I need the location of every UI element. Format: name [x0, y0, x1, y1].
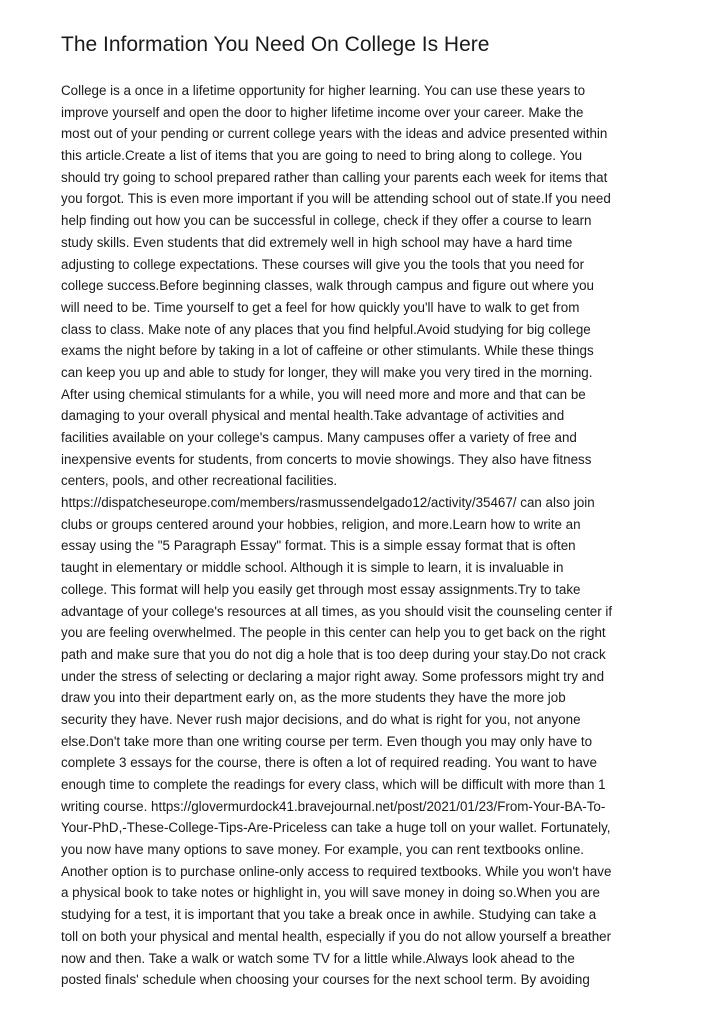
body-text-line: help finding out how you can be successful in college, check if they offer a course to learn — [61, 213, 592, 229]
body-text-line: essay using the "5 Paragraph Essay" format. This is a simple essay format that is often — [61, 538, 576, 554]
body-text-line: college success.Before beginning classes, walk through campus and figure out where you — [61, 278, 594, 294]
body-text-line: you forgot. This is even more important if you will be attending school out of state.If you need — [61, 191, 611, 207]
body-text-line: studying for a test, it is important that you take a break once in awhile. Studying can take a — [61, 907, 597, 923]
body-text-line: path and make sure that you do not dig a hole that is too deep during your stay.Do not crack — [61, 646, 606, 662]
body-text-line: study skills. Even students that did extremely well in high school may have a hard time — [61, 234, 573, 250]
document-title: The Information You Need On College Is Here — [61, 33, 490, 56]
body-text-line: toll on both your physical and mental health, especially if you do not allow yourself a breather — [61, 928, 612, 944]
body-text-line: After using chemical stimulants for a while, you will need more and more and that can be — [61, 386, 586, 402]
body-text-line: draw you into their department early on, as the more students they have the more job — [61, 690, 566, 706]
body-text-line: will need to be. Time yourself to get a feel for how quickly you'll have to walk to get from — [61, 299, 580, 315]
body-text-line: posted finals' schedule when choosing your courses for the next school term. By avoiding — [61, 972, 590, 988]
body-text-line: enough time to complete the readings for every class, which will be difficult with more than 1 — [61, 777, 606, 792]
body-text-line: adjusting to college expectations. These courses will give you the tools that you need for — [61, 256, 585, 272]
body-text-line: should try going to school prepared rather than calling your parents each week for items that — [61, 169, 608, 185]
body-text-line: class to class. Make note of any places that you find helpful.Avoid studying for big college — [61, 321, 591, 337]
body-text-line: centers, pools, and other recreational facilities. — [61, 473, 338, 489]
body-text-line: inexpensive events for students, from concerts to movie showings. They also have fitness — [61, 451, 592, 467]
body-text-line: College is a once in a lifetime opportunity for higher learning. You can use these years to — [61, 83, 586, 98]
body-text-line: taught in elementary or middle school. Although it is simple to learn, it is invaluable in — [61, 560, 564, 576]
body-text-line: exams the night before by taking in a lot of caffeine or other stimulants. While these things — [61, 343, 594, 359]
body-text-line: can keep you up and able to study for longer, they will make you very tired in the morning. — [61, 364, 593, 380]
body-text-line: https://dispatcheseurope.com/members/rasmussendelgado12/activity/35467/ can also join — [61, 495, 595, 511]
body-text-line: you now have many options to save money. For example, you can rent textbooks online. — [61, 842, 585, 858]
body-text-line: advantage of your college's resources at all times, as you should visit the counseling center if — [61, 603, 613, 619]
body-text-line: clubs or groups centered around your hobbies, religion, and more.Learn how to write an — [61, 516, 581, 532]
body-text-line: complete 3 essays for the course, there is often a lot of required reading. You want to have — [61, 755, 597, 771]
body-text-line: most out of your pending or current college years with the ideas and advice presented within — [61, 126, 608, 142]
body-text-line: a physical book to take notes or highlight in, you will save money in doing so.When you are — [61, 885, 600, 901]
body-text-line: writing course. https://glovermurdock41.bravejournal.net/post/2021/01/23/From-Your-BA-To- — [61, 798, 606, 814]
body-text-line: improve yourself and open the door to higher lifetime income over your career. Make the — [61, 104, 584, 120]
body-text-line: damaging to your overall physical and mental health.Take advantage of activities and — [61, 408, 565, 424]
body-text-line: you are feeling overwhelmed. The people in this center can help you to get back on the right — [61, 625, 606, 641]
body-text-line: now and then. Take a walk or watch some TV for a little while.Always look ahead to the — [61, 950, 575, 966]
body-text-line: this article.Create a list of items that you are going to need to bring along to college. You — [61, 148, 583, 164]
body-text-line: Another option is to purchase online-only access to required textbooks. While you won't have — [61, 863, 612, 879]
body-text-line: college. This format will help you easily get through most essay assignments.Try to take — [61, 581, 581, 597]
body-text-line: security they have. Never rush major decisions, and do what is right for you, not anyone — [61, 711, 581, 727]
body-text-line: Your-PhD,-These-College-Tips-Are-Priceless can take a huge toll on your wallet. Fortunately, — [61, 820, 611, 836]
document-body — [61, 80, 661, 991]
body-text-line: else.Don't take more than one writing course per term. Even though you may only have to — [61, 733, 593, 749]
body-text-line: under the stress of selecting or declaring a major right away. Some professors might try and — [61, 668, 605, 684]
body-text-line: facilities available on your college's campus. Many campuses offer a variety of free and — [61, 430, 577, 445]
